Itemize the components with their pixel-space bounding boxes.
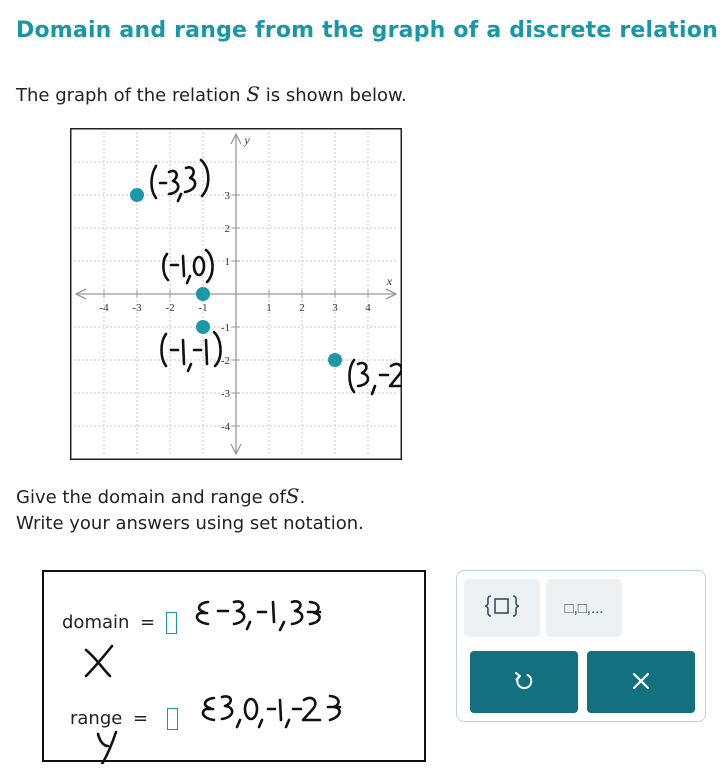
prompt-line	[16, 82, 407, 106]
question-line	[16, 484, 305, 508]
x-tick-label: 4	[365, 302, 371, 314]
x-tick-label: -3	[132, 302, 142, 314]
undo-button[interactable]	[470, 651, 578, 713]
x-tick-label: 1	[266, 302, 272, 314]
question-text: Give the domain and range of	[16, 487, 286, 508]
instruction-line: Write your answers using set notation.	[16, 513, 364, 534]
set-braces-button[interactable]	[464, 579, 540, 637]
x-axis-label: x	[386, 274, 393, 288]
coordinate-graph	[70, 128, 402, 460]
domain-note-x	[86, 646, 112, 676]
question-text: .	[299, 487, 306, 508]
y-axis-label: y	[244, 133, 250, 147]
data-point	[196, 287, 210, 301]
x-tick-label: 3	[332, 302, 338, 314]
set-braces-icon	[484, 594, 520, 622]
undo-icon	[513, 670, 535, 695]
list-template-label: □,□,...	[564, 599, 604, 617]
x-tick-label: 2	[299, 302, 305, 314]
y-tick-label: 1	[224, 256, 230, 268]
y-tick-label: -4	[220, 421, 230, 433]
range-label: range	[70, 708, 123, 729]
clear-button[interactable]	[587, 651, 695, 713]
range-note-y	[98, 732, 116, 764]
y-tick-label: -1	[220, 322, 230, 334]
domain-handwriting	[197, 601, 320, 630]
data-point	[328, 353, 342, 367]
data-point	[196, 320, 210, 334]
relation-variable: S	[285, 484, 300, 508]
x-tick-label: -4	[99, 302, 109, 314]
page-title: Domain and range from the graph of a discrete relation	[16, 18, 718, 43]
y-tick-label: -2	[220, 355, 230, 367]
answer-panel	[42, 570, 426, 762]
domain-label: domain	[62, 612, 130, 633]
y-tick-label: 2	[224, 223, 230, 235]
range-equals: =	[133, 708, 149, 729]
prompt-text: is shown below.	[265, 85, 407, 106]
relation-variable: S	[246, 82, 260, 106]
x-tick-label: -2	[165, 302, 175, 314]
domain-equals: =	[140, 612, 156, 633]
list-template-button[interactable]	[546, 579, 622, 637]
close-icon	[631, 671, 651, 694]
y-tick-label: 3	[224, 190, 230, 202]
handwritten-answers	[44, 572, 428, 764]
range-handwriting	[203, 696, 340, 727]
data-point	[130, 188, 144, 202]
y-tick-label: -3	[220, 388, 230, 400]
prompt-text: The graph of the relation	[16, 85, 241, 106]
x-tick-label: -1	[198, 302, 208, 314]
math-keypad	[456, 570, 706, 722]
